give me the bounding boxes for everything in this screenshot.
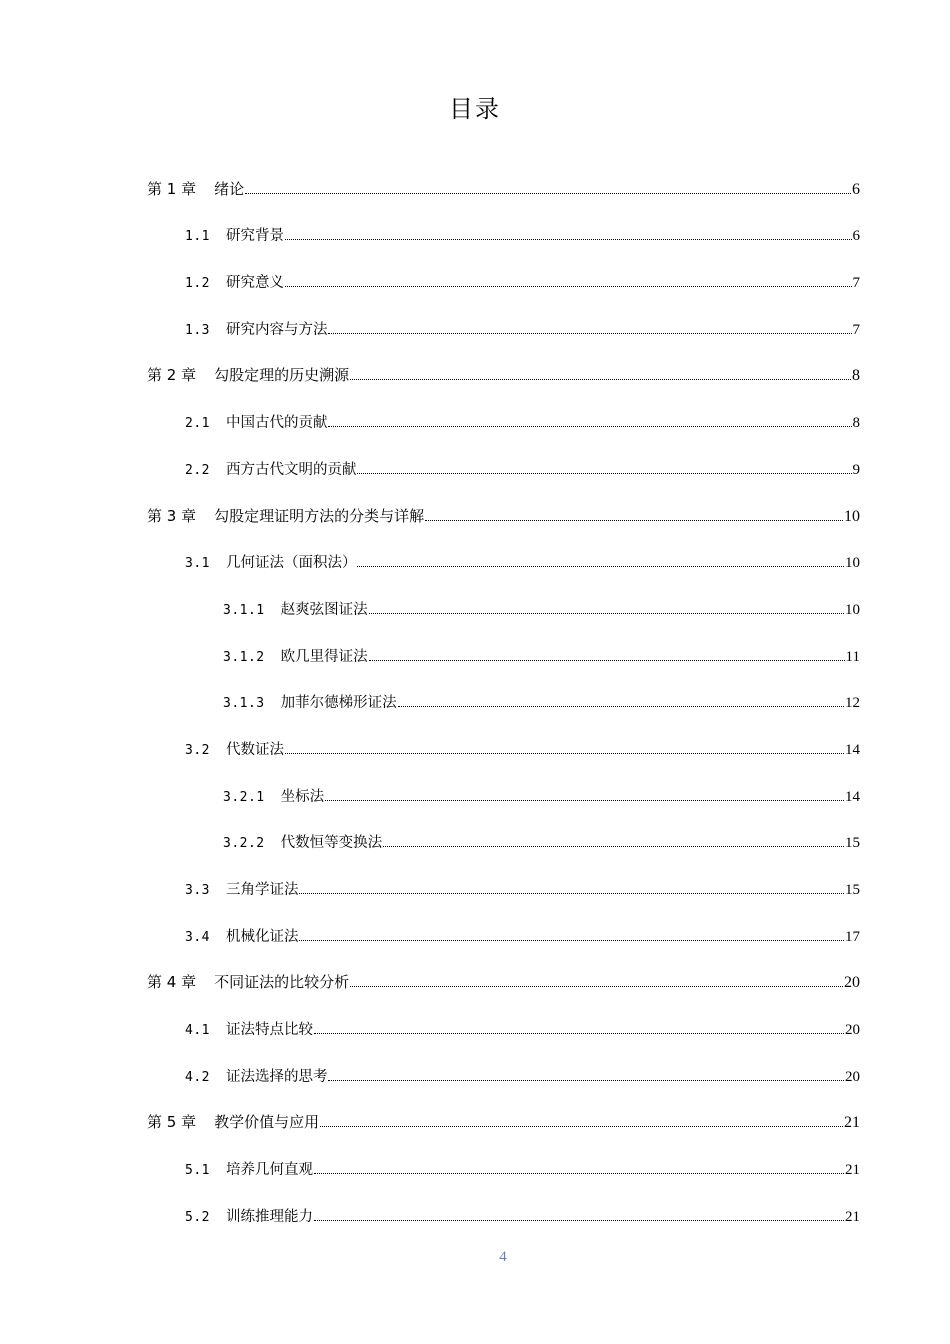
toc-entry-subsection[interactable]	[0, 768, 950, 815]
toc-entry-number: 3.3	[185, 883, 210, 898]
toc-dot-leader	[299, 893, 844, 894]
toc-entry-title: 机械化证法	[225, 928, 299, 945]
toc-entry-number: 5.1	[185, 1163, 210, 1179]
toc-entry-number: 2.2	[185, 462, 210, 478]
toc-dot-leader	[350, 379, 851, 380]
toc-entry-section[interactable]	[0, 908, 950, 955]
toc-entry-number: 第 5 章	[147, 1113, 197, 1132]
toc-entry-section[interactable]	[0, 1048, 950, 1095]
toc-dot-leader	[325, 800, 844, 801]
toc-entry-section[interactable]	[0, 254, 950, 301]
toc-entry-number: 3.1.1	[223, 602, 265, 618]
toc-dot-leader	[299, 940, 844, 941]
toc-entry-page: 9	[852, 461, 860, 478]
toc-entry-number: 第 4 章	[147, 973, 197, 992]
toc-entry-section[interactable]	[0, 721, 950, 768]
toc-entry-section[interactable]	[0, 535, 950, 582]
toc-entry-chapter[interactable]	[0, 348, 950, 395]
toc-entry-title: 加菲尔德梯形证法	[280, 695, 397, 712]
toc-dot-leader	[320, 1126, 843, 1127]
toc-entry-page: 21	[845, 1208, 860, 1225]
toc-entry-page: 8	[852, 367, 860, 385]
toc-dot-leader	[357, 566, 844, 567]
toc-entry-title: 西方古代文明的贡献	[225, 461, 357, 478]
toc-entry-title: 绪论	[214, 179, 245, 198]
toc-dot-leader	[285, 239, 852, 240]
toc-dot-leader	[383, 846, 844, 847]
page-number: 4	[499, 1249, 507, 1265]
toc-entry-number: 4.2	[185, 1069, 210, 1085]
toc-entry-title: 培养几何直观	[225, 1162, 313, 1179]
toc-entry-number: 3.1.3	[223, 696, 265, 712]
toc-dot-leader	[398, 706, 844, 707]
toc-entry-number: 1.3	[185, 322, 210, 338]
toc-entry-section[interactable]	[0, 301, 950, 348]
toc-entry-number: 1.2	[185, 276, 210, 292]
page-title: 目录	[449, 95, 501, 123]
toc-entry-number: 3.2.1	[223, 789, 265, 805]
toc-entry-title: 教学价值与应用	[214, 1113, 320, 1132]
toc-entry-title: 证法选择的思考	[225, 1068, 328, 1085]
toc-dot-leader	[350, 986, 843, 987]
toc-entry-page: 21	[845, 1162, 860, 1179]
toc-entry-title: 不同证法的比较分析	[214, 973, 350, 992]
toc-entry-number: 3.4	[185, 929, 210, 945]
toc-entry-page: 17	[845, 928, 860, 945]
toc-dot-leader	[285, 286, 852, 287]
toc-entry-chapter[interactable]	[0, 1095, 950, 1142]
toc-entry-title: 代数恒等变换法	[280, 835, 383, 852]
toc-entry-chapter[interactable]	[0, 488, 950, 535]
toc-entry-page: 15	[845, 835, 860, 852]
toc-dot-leader	[328, 426, 851, 427]
toc-entry-subsection[interactable]	[0, 815, 950, 862]
toc-entry-title: 三角学证法	[225, 882, 299, 898]
toc-entry-chapter[interactable]	[0, 955, 950, 1002]
toc-entry-number: 2.1	[185, 416, 210, 432]
toc-entry-number: 4.1	[185, 1023, 210, 1039]
toc-entry-title: 坐标法	[280, 788, 325, 805]
toc-entry-page: 15	[845, 882, 860, 898]
toc-dot-leader	[328, 333, 851, 334]
toc-dot-leader	[314, 1033, 844, 1034]
toc-entry-title: 中国古代的贡献	[225, 415, 328, 432]
toc-entry-number: 第 3 章	[147, 506, 197, 525]
toc-entry-section[interactable]	[0, 441, 950, 488]
toc-dot-leader	[369, 660, 845, 661]
toc-entry-number: 1.1	[185, 229, 210, 245]
toc-entry-page: 6	[852, 228, 860, 245]
toc-entry-section[interactable]	[0, 861, 950, 908]
toc-dot-leader	[369, 613, 844, 614]
table-of-contents	[0, 161, 950, 1235]
toc-entry-number: 3.1.2	[223, 649, 265, 665]
toc-entry-number: 3.2.2	[223, 836, 265, 852]
toc-entry-title: 研究背景	[225, 228, 284, 245]
toc-entry-page: 20	[845, 1022, 860, 1039]
toc-entry-subsection[interactable]	[0, 628, 950, 675]
toc-dot-leader	[245, 193, 851, 194]
toc-entry-title: 赵爽弦图证法	[280, 601, 368, 618]
toc-entry-subsection[interactable]	[0, 581, 950, 628]
toc-entry-subsection[interactable]	[0, 675, 950, 722]
toc-entry-page: 14	[845, 741, 860, 758]
toc-entry-section[interactable]	[0, 394, 950, 441]
toc-entry-number: 3.1	[185, 556, 210, 572]
toc-entry-page: 10	[844, 507, 860, 525]
toc-dot-leader	[328, 1080, 844, 1081]
toc-entry-page: 21	[844, 1114, 860, 1132]
toc-entry-section[interactable]	[0, 1141, 950, 1188]
toc-entry-number: 第 1 章	[147, 179, 197, 198]
toc-entry-title: 代数证法	[225, 741, 284, 758]
toc-dot-leader	[357, 473, 851, 474]
toc-dot-leader	[285, 753, 844, 754]
toc-entry-title: 几何证法（面积法）	[225, 555, 357, 572]
toc-entry-page: 20	[844, 974, 860, 992]
toc-entry-title: 研究内容与方法	[225, 321, 328, 338]
toc-entry-title: 证法特点比较	[225, 1022, 313, 1039]
toc-entry-page: 6	[852, 180, 860, 198]
toc-entry-page: 7	[852, 275, 860, 292]
toc-entry-number: 3.2	[185, 742, 210, 758]
toc-dot-leader	[425, 520, 843, 521]
toc-entry-title: 勾股定理证明方法的分类与详解	[214, 506, 425, 525]
toc-entry-page: 20	[845, 1068, 860, 1085]
toc-entry-section[interactable]	[0, 1188, 950, 1235]
toc-entry-section[interactable]	[0, 208, 950, 255]
toc-entry-title: 勾股定理的历史溯源	[214, 366, 350, 385]
toc-entry-title: 欧几里得证法	[280, 648, 368, 665]
toc-dot-leader	[314, 1220, 844, 1221]
toc-entry-title: 训练推理能力	[225, 1208, 313, 1225]
toc-entry-page: 10	[845, 555, 860, 572]
toc-entry-page: 7	[852, 321, 860, 338]
toc-entry-page: 14	[845, 788, 860, 805]
toc-entry-number: 5.2	[185, 1209, 210, 1225]
toc-entry-number: 第 2 章	[147, 366, 197, 385]
toc-entry-chapter[interactable]	[0, 161, 950, 208]
toc-entry-page: 12	[845, 695, 860, 712]
toc-entry-section[interactable]	[0, 1001, 950, 1048]
toc-entry-title: 研究意义	[225, 275, 284, 292]
toc-entry-page: 11	[845, 648, 860, 665]
toc-entry-page: 10	[845, 601, 860, 618]
toc-dot-leader	[314, 1173, 844, 1174]
toc-entry-page: 8	[852, 415, 860, 432]
